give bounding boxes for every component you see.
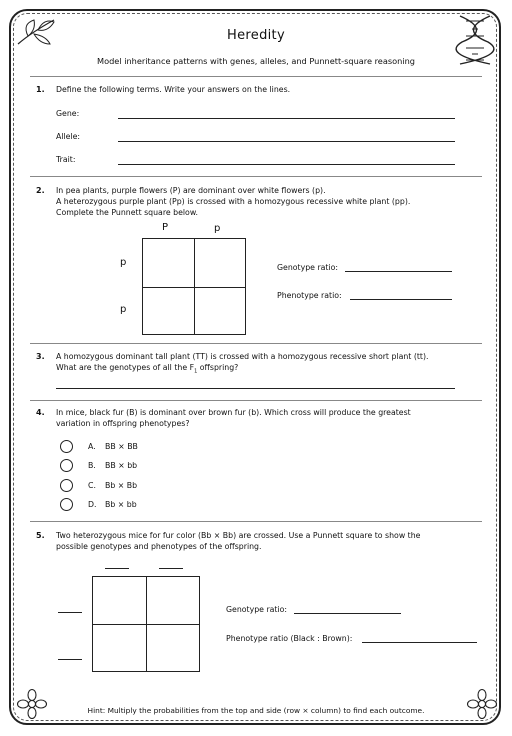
term-allele: Allele: — [56, 132, 81, 141]
q2-line-2: A heterozygous purple plant (Pp) is crossed with a homozygous recessive white plant (pp). — [56, 197, 411, 206]
q3-line-1: A homozygous dominant tall plant (TT) is crossed with a homozygous recessive short plant (tt). — [56, 352, 429, 361]
q3-answer-line[interactable] — [56, 388, 455, 389]
flower-icon — [16, 688, 48, 720]
top-allele-1: P — [162, 222, 169, 233]
q3-number: 3. — [36, 352, 45, 361]
q1-prompt: Define the following terms. Write your answers on the lines. — [56, 85, 291, 94]
q1-number: 1. — [36, 85, 45, 94]
radio-circle[interactable] — [60, 440, 73, 453]
punnett-square-q2 — [142, 238, 246, 335]
radio-circle[interactable] — [60, 479, 73, 492]
radio-circle[interactable] — [60, 498, 73, 511]
divider — [30, 176, 482, 177]
page-title: Heredity — [227, 28, 285, 43]
q5-genotype-answer-line[interactable] — [294, 613, 401, 614]
allele-answer-line[interactable] — [118, 141, 455, 142]
q2-line-3: Complete the Punnett square below. — [56, 208, 198, 217]
q5-genotype-label: Genotype ratio: — [226, 605, 288, 614]
q5-top-allele-blank-1[interactable] — [105, 568, 129, 569]
radio-circle[interactable] — [60, 459, 73, 472]
q5-number: 5. — [36, 531, 45, 540]
top-allele-2: p — [214, 223, 221, 234]
q5-phenotype-answer-line[interactable] — [362, 642, 477, 643]
side-allele-2: p — [120, 304, 127, 315]
q5-top-allele-blank-2[interactable] — [159, 568, 183, 569]
q4-line-1: In mice, black fur (B) is dominant over brown fur (b). Which cross will produce the greatest — [56, 408, 411, 417]
divider — [30, 343, 482, 344]
divider — [30, 76, 482, 77]
q2-line-1: In pea plants, purple flowers (P) are dominant over white flowers (p). — [56, 186, 326, 195]
punnett-square-q5 — [92, 576, 200, 672]
page-subtitle: Model inheritance patterns with genes, alleles, and Punnett-square reasoning — [97, 56, 415, 66]
flower-icon — [466, 688, 498, 720]
q5-line-1: Two heterozygous mice for fur color (Bb × Bb) are crossed. Use a Punnett square to show the — [56, 531, 421, 540]
q5-side-allele-blank-2[interactable] — [58, 659, 82, 660]
q3-line-2: What are the genotypes of all the $F_1$ offspring? — [56, 363, 239, 375]
q2-number: 2. — [36, 186, 45, 195]
side-allele-1: p — [120, 257, 127, 268]
q2-genotype-label: Genotype ratio: — [277, 263, 339, 272]
hint-text: Hint: Multiply the probabilities from the top and side (row × column) to find each outcome. — [87, 706, 425, 715]
q2-genotype-answer-line[interactable] — [345, 271, 452, 272]
q2-phenotype-answer-line[interactable] — [350, 299, 452, 300]
term-trait: Trait: — [56, 155, 76, 164]
q4-line-2: variation in offspring phenotypes? — [56, 419, 190, 428]
q5-phenotype-label: Phenotype ratio (Black : Brown): — [226, 634, 353, 643]
q5-side-allele-blank-1[interactable] — [58, 612, 82, 613]
q2-phenotype-label: Phenotype ratio: — [277, 291, 342, 300]
trait-answer-line[interactable] — [118, 164, 455, 165]
q4-number: 4. — [36, 408, 45, 417]
divider — [30, 521, 482, 522]
q5-line-2: possible genotypes and phenotypes of the offspring. — [56, 542, 262, 551]
gene-answer-line[interactable] — [118, 118, 455, 119]
divider — [30, 400, 482, 401]
term-gene: Gene: — [56, 109, 80, 118]
